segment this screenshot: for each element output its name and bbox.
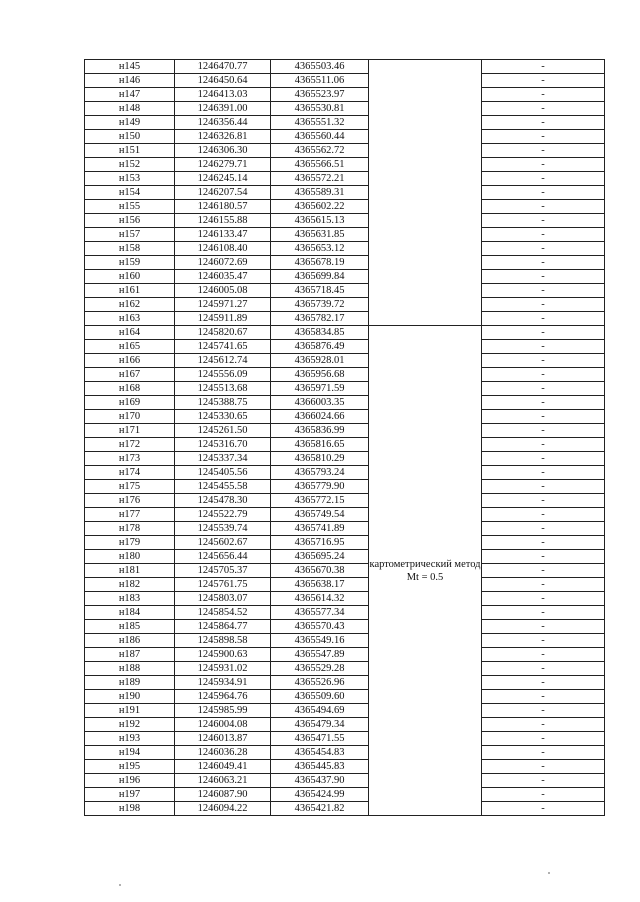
table-row	[85, 648, 605, 662]
point-id-cell: н147	[85, 88, 175, 102]
note-cell: -	[482, 620, 605, 634]
point-id-cell: н187	[85, 648, 175, 662]
y-coordinate-cell: 4365779.90	[271, 480, 369, 494]
table-row	[85, 326, 605, 340]
x-coordinate-cell: 1245388.75	[175, 396, 271, 410]
y-coordinate-cell: 4365836.99	[271, 424, 369, 438]
y-coordinate-cell: 4365971.59	[271, 382, 369, 396]
x-coordinate-cell: 1245911.89	[175, 312, 271, 326]
note-cell: -	[482, 690, 605, 704]
y-coordinate-cell: 4365718.45	[271, 284, 369, 298]
table-row	[85, 676, 605, 690]
table-row	[85, 606, 605, 620]
y-coordinate-cell: 4365782.17	[271, 312, 369, 326]
point-id-cell: н196	[85, 774, 175, 788]
point-id-cell: н163	[85, 312, 175, 326]
point-id-cell: н182	[85, 578, 175, 592]
point-id-cell: н181	[85, 564, 175, 578]
table-row	[85, 718, 605, 732]
note-cell: -	[482, 74, 605, 88]
note-cell: -	[482, 494, 605, 508]
y-coordinate-cell: 4365454.83	[271, 746, 369, 760]
x-coordinate-cell: 1245741.65	[175, 340, 271, 354]
y-coordinate-cell: 4365526.96	[271, 676, 369, 690]
note-cell: -	[482, 102, 605, 116]
y-coordinate-cell: 4366003.35	[271, 396, 369, 410]
x-coordinate-cell: 1245761.75	[175, 578, 271, 592]
y-coordinate-cell: 4365511.06	[271, 74, 369, 88]
x-coordinate-cell: 1245656.44	[175, 550, 271, 564]
point-id-cell: н170	[85, 410, 175, 424]
x-coordinate-cell: 1246035.47	[175, 270, 271, 284]
table-row	[85, 494, 605, 508]
note-cell: -	[482, 158, 605, 172]
x-coordinate-cell: 1246306.30	[175, 144, 271, 158]
x-coordinate-cell: 1246013.87	[175, 732, 271, 746]
point-id-cell: н155	[85, 200, 175, 214]
x-coordinate-cell: 1245261.50	[175, 424, 271, 438]
x-coordinate-cell: 1245934.91	[175, 676, 271, 690]
point-id-cell: н149	[85, 116, 175, 130]
scan-speck	[119, 884, 121, 886]
x-coordinate-cell: 1246326.81	[175, 130, 271, 144]
table-row	[85, 200, 605, 214]
point-id-cell: н171	[85, 424, 175, 438]
y-coordinate-cell: 4365421.82	[271, 802, 369, 816]
table-row	[85, 186, 605, 200]
table-row	[85, 578, 605, 592]
y-coordinate-cell: 4365570.43	[271, 620, 369, 634]
note-cell: -	[482, 578, 605, 592]
coordinates-table	[84, 59, 605, 816]
x-coordinate-cell: 1246470.77	[175, 60, 271, 74]
point-id-cell: н150	[85, 130, 175, 144]
note-cell: -	[482, 242, 605, 256]
x-coordinate-cell: 1246004.08	[175, 718, 271, 732]
point-id-cell: н197	[85, 788, 175, 802]
point-id-cell: н172	[85, 438, 175, 452]
note-cell: -	[482, 130, 605, 144]
point-id-cell: н161	[85, 284, 175, 298]
y-coordinate-cell: 4365566.51	[271, 158, 369, 172]
y-coordinate-cell: 4365739.72	[271, 298, 369, 312]
y-coordinate-cell: 4365772.15	[271, 494, 369, 508]
note-cell: -	[482, 452, 605, 466]
point-id-cell: н152	[85, 158, 175, 172]
x-coordinate-cell: 1245803.07	[175, 592, 271, 606]
note-cell: -	[482, 466, 605, 480]
table-row	[85, 634, 605, 648]
y-coordinate-cell: 4366024.66	[271, 410, 369, 424]
note-cell: -	[482, 774, 605, 788]
note-cell: -	[482, 214, 605, 228]
y-coordinate-cell: 4365615.13	[271, 214, 369, 228]
x-coordinate-cell: 1245985.99	[175, 704, 271, 718]
table-row	[85, 60, 605, 74]
table-row	[85, 704, 605, 718]
table-row	[85, 284, 605, 298]
point-id-cell: н176	[85, 494, 175, 508]
table-row	[85, 774, 605, 788]
point-id-cell: н188	[85, 662, 175, 676]
note-cell: -	[482, 256, 605, 270]
x-coordinate-cell: 1246049.41	[175, 760, 271, 774]
x-coordinate-cell: 1246108.40	[175, 242, 271, 256]
x-coordinate-cell: 1245602.67	[175, 536, 271, 550]
point-id-cell: н160	[85, 270, 175, 284]
table-row	[85, 270, 605, 284]
point-id-cell: н166	[85, 354, 175, 368]
x-coordinate-cell: 1246180.57	[175, 200, 271, 214]
y-coordinate-cell: 4365503.46	[271, 60, 369, 74]
y-coordinate-cell: 4365816.65	[271, 438, 369, 452]
table-row	[85, 788, 605, 802]
point-id-cell: н175	[85, 480, 175, 494]
note-cell: -	[482, 788, 605, 802]
y-coordinate-cell: 4365523.97	[271, 88, 369, 102]
y-coordinate-cell: 4365437.90	[271, 774, 369, 788]
point-id-cell: н164	[85, 326, 175, 340]
x-coordinate-cell: 1246279.71	[175, 158, 271, 172]
y-coordinate-cell: 4365695.24	[271, 550, 369, 564]
y-coordinate-cell: 4365509.60	[271, 690, 369, 704]
x-coordinate-cell: 1245539.74	[175, 522, 271, 536]
x-coordinate-cell: 1245455.58	[175, 480, 271, 494]
x-coordinate-cell: 1246155.88	[175, 214, 271, 228]
point-id-cell: н194	[85, 746, 175, 760]
table-row	[85, 228, 605, 242]
x-coordinate-cell: 1245971.27	[175, 298, 271, 312]
y-coordinate-cell: 4365530.81	[271, 102, 369, 116]
note-cell: -	[482, 746, 605, 760]
point-id-cell: н178	[85, 522, 175, 536]
note-cell: -	[482, 340, 605, 354]
y-coordinate-cell: 4365577.34	[271, 606, 369, 620]
x-coordinate-cell: 1245405.56	[175, 466, 271, 480]
point-id-cell: н191	[85, 704, 175, 718]
point-id-cell: н185	[85, 620, 175, 634]
table-row	[85, 452, 605, 466]
y-coordinate-cell: 4365834.85	[271, 326, 369, 340]
x-coordinate-cell: 1245478.30	[175, 494, 271, 508]
y-coordinate-cell: 4365810.29	[271, 452, 369, 466]
note-cell: -	[482, 186, 605, 200]
y-coordinate-cell: 4365560.44	[271, 130, 369, 144]
table-row	[85, 536, 605, 550]
x-coordinate-cell: 1246356.44	[175, 116, 271, 130]
table-row	[85, 662, 605, 676]
table-row	[85, 690, 605, 704]
table-row	[85, 760, 605, 774]
y-coordinate-cell: 4365479.34	[271, 718, 369, 732]
point-id-cell: н179	[85, 536, 175, 550]
method-cell	[369, 60, 482, 326]
y-coordinate-cell: 4365589.31	[271, 186, 369, 200]
y-coordinate-cell: 4365445.83	[271, 760, 369, 774]
table-row	[85, 424, 605, 438]
note-cell: -	[482, 732, 605, 746]
x-coordinate-cell: 1245898.58	[175, 634, 271, 648]
note-cell: -	[482, 648, 605, 662]
x-coordinate-cell: 1246005.08	[175, 284, 271, 298]
table-row	[85, 466, 605, 480]
table-row	[85, 102, 605, 116]
table-row	[85, 620, 605, 634]
point-id-cell: н153	[85, 172, 175, 186]
point-id-cell: н158	[85, 242, 175, 256]
y-coordinate-cell: 4365956.68	[271, 368, 369, 382]
y-coordinate-cell: 4365572.21	[271, 172, 369, 186]
point-id-cell: н168	[85, 382, 175, 396]
note-cell: -	[482, 410, 605, 424]
x-coordinate-cell: 1246063.21	[175, 774, 271, 788]
table-row	[85, 74, 605, 88]
note-cell: -	[482, 144, 605, 158]
table-row	[85, 592, 605, 606]
x-coordinate-cell: 1245330.65	[175, 410, 271, 424]
point-id-cell: н177	[85, 508, 175, 522]
x-coordinate-cell: 1245705.37	[175, 564, 271, 578]
table-row	[85, 116, 605, 130]
point-id-cell: н148	[85, 102, 175, 116]
x-coordinate-cell: 1245964.76	[175, 690, 271, 704]
method-cell: картометрический метод Mt = 0.5	[369, 326, 482, 816]
x-coordinate-cell: 1246087.90	[175, 788, 271, 802]
table-row	[85, 298, 605, 312]
note-cell: -	[482, 368, 605, 382]
x-coordinate-cell: 1245820.67	[175, 326, 271, 340]
point-id-cell: н157	[85, 228, 175, 242]
point-id-cell: н184	[85, 606, 175, 620]
y-coordinate-cell: 4365793.24	[271, 466, 369, 480]
note-cell: -	[482, 592, 605, 606]
x-coordinate-cell: 1245556.09	[175, 368, 271, 382]
y-coordinate-cell: 4365547.89	[271, 648, 369, 662]
note-cell: -	[482, 704, 605, 718]
table-row	[85, 480, 605, 494]
note-cell: -	[482, 88, 605, 102]
note-cell: -	[482, 284, 605, 298]
y-coordinate-cell: 4365928.01	[271, 354, 369, 368]
x-coordinate-cell: 1246072.69	[175, 256, 271, 270]
table-row	[85, 410, 605, 424]
x-coordinate-cell: 1246450.64	[175, 74, 271, 88]
x-coordinate-cell: 1245900.63	[175, 648, 271, 662]
point-id-cell: н146	[85, 74, 175, 88]
x-coordinate-cell: 1246094.22	[175, 802, 271, 816]
table-row	[85, 158, 605, 172]
x-coordinate-cell: 1246245.14	[175, 172, 271, 186]
y-coordinate-cell: 4365638.17	[271, 578, 369, 592]
point-id-cell: н145	[85, 60, 175, 74]
note-cell: -	[482, 60, 605, 74]
point-id-cell: н190	[85, 690, 175, 704]
point-id-cell: н180	[85, 550, 175, 564]
table-row	[85, 172, 605, 186]
table-row	[85, 508, 605, 522]
table-row	[85, 130, 605, 144]
table-row	[85, 746, 605, 760]
y-coordinate-cell: 4365653.12	[271, 242, 369, 256]
point-id-cell: н186	[85, 634, 175, 648]
note-cell: -	[482, 634, 605, 648]
y-coordinate-cell: 4365699.84	[271, 270, 369, 284]
y-coordinate-cell: 4365876.49	[271, 340, 369, 354]
point-id-cell: н193	[85, 732, 175, 746]
point-id-cell: н192	[85, 718, 175, 732]
note-cell: -	[482, 312, 605, 326]
y-coordinate-cell: 4365614.32	[271, 592, 369, 606]
note-cell: -	[482, 564, 605, 578]
table-row	[85, 382, 605, 396]
point-id-cell: н151	[85, 144, 175, 158]
point-id-cell: н165	[85, 340, 175, 354]
table-row	[85, 144, 605, 158]
y-coordinate-cell: 4365494.69	[271, 704, 369, 718]
x-coordinate-cell: 1245854.52	[175, 606, 271, 620]
point-id-cell: н162	[85, 298, 175, 312]
y-coordinate-cell: 4365741.89	[271, 522, 369, 536]
x-coordinate-cell: 1246391.00	[175, 102, 271, 116]
table-row	[85, 564, 605, 578]
point-id-cell: н167	[85, 368, 175, 382]
table-row	[85, 550, 605, 564]
note-cell: -	[482, 676, 605, 690]
x-coordinate-cell: 1245612.74	[175, 354, 271, 368]
note-cell: -	[482, 326, 605, 340]
point-id-cell: н183	[85, 592, 175, 606]
x-coordinate-cell: 1245316.70	[175, 438, 271, 452]
y-coordinate-cell: 4365716.95	[271, 536, 369, 550]
note-cell: -	[482, 606, 605, 620]
table-row	[85, 214, 605, 228]
y-coordinate-cell: 4365631.85	[271, 228, 369, 242]
x-coordinate-cell: 1245337.34	[175, 452, 271, 466]
table-row	[85, 438, 605, 452]
point-id-cell: н154	[85, 186, 175, 200]
x-coordinate-cell: 1246133.47	[175, 228, 271, 242]
table-row	[85, 522, 605, 536]
note-cell: -	[482, 172, 605, 186]
note-cell: -	[482, 662, 605, 676]
note-cell: -	[482, 200, 605, 214]
x-coordinate-cell: 1245522.79	[175, 508, 271, 522]
note-cell: -	[482, 438, 605, 452]
note-cell: -	[482, 802, 605, 816]
y-coordinate-cell: 4365549.16	[271, 634, 369, 648]
note-cell: -	[482, 550, 605, 564]
scan-speck	[548, 872, 550, 874]
note-cell: -	[482, 382, 605, 396]
table-body	[85, 60, 605, 816]
x-coordinate-cell: 1246036.28	[175, 746, 271, 760]
note-cell: -	[482, 536, 605, 550]
table-row	[85, 802, 605, 816]
note-cell: -	[482, 298, 605, 312]
x-coordinate-cell: 1245931.02	[175, 662, 271, 676]
point-id-cell: н173	[85, 452, 175, 466]
point-id-cell: н189	[85, 676, 175, 690]
note-cell: -	[482, 718, 605, 732]
table-row	[85, 88, 605, 102]
table-row	[85, 368, 605, 382]
table-row	[85, 340, 605, 354]
y-coordinate-cell: 4365678.19	[271, 256, 369, 270]
table-row	[85, 354, 605, 368]
y-coordinate-cell: 4365749.54	[271, 508, 369, 522]
point-id-cell: н159	[85, 256, 175, 270]
note-cell: -	[482, 522, 605, 536]
y-coordinate-cell: 4365562.72	[271, 144, 369, 158]
note-cell: -	[482, 760, 605, 774]
y-coordinate-cell: 4365529.28	[271, 662, 369, 676]
note-cell: -	[482, 424, 605, 438]
table-row	[85, 312, 605, 326]
y-coordinate-cell: 4365670.38	[271, 564, 369, 578]
point-id-cell: н174	[85, 466, 175, 480]
table-row	[85, 396, 605, 410]
x-coordinate-cell: 1246207.54	[175, 186, 271, 200]
y-coordinate-cell: 4365602.22	[271, 200, 369, 214]
note-cell: -	[482, 228, 605, 242]
table-row	[85, 732, 605, 746]
y-coordinate-cell: 4365551.32	[271, 116, 369, 130]
note-cell: -	[482, 116, 605, 130]
y-coordinate-cell: 4365424.99	[271, 788, 369, 802]
x-coordinate-cell: 1245864.77	[175, 620, 271, 634]
point-id-cell: н169	[85, 396, 175, 410]
y-coordinate-cell: 4365471.55	[271, 732, 369, 746]
point-id-cell: н195	[85, 760, 175, 774]
note-cell: -	[482, 354, 605, 368]
table-row	[85, 256, 605, 270]
x-coordinate-cell: 1245513.68	[175, 382, 271, 396]
note-cell: -	[482, 270, 605, 284]
table-row	[85, 242, 605, 256]
point-id-cell: н156	[85, 214, 175, 228]
x-coordinate-cell: 1246413.03	[175, 88, 271, 102]
note-cell: -	[482, 480, 605, 494]
note-cell: -	[482, 396, 605, 410]
point-id-cell: н198	[85, 802, 175, 816]
note-cell: -	[482, 508, 605, 522]
